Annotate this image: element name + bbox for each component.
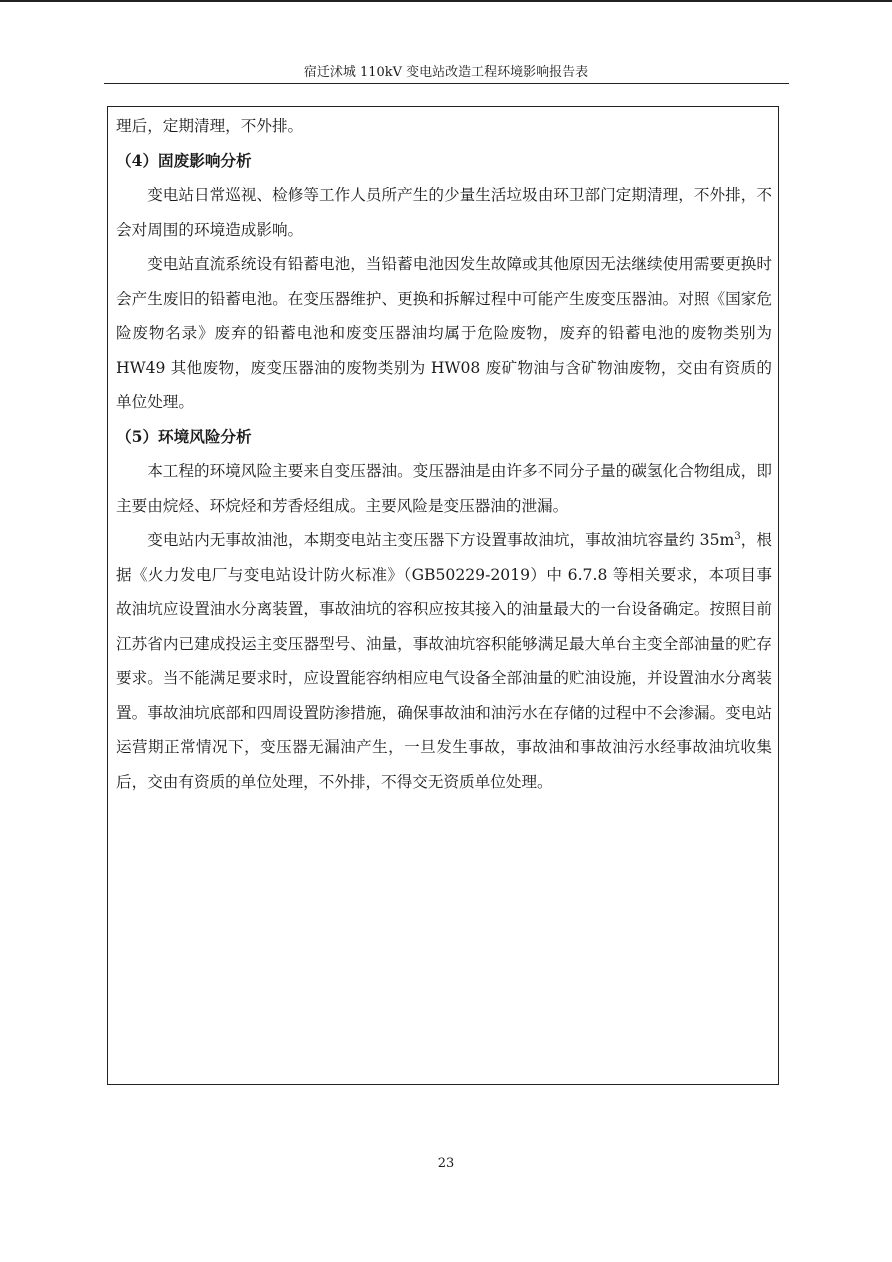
paragraph-continuation: 理后，定期清理，不外排。 xyxy=(116,117,304,135)
header-rule xyxy=(104,83,789,84)
cubic-superscript: 3 xyxy=(734,530,741,542)
paragraph-oil-pit xyxy=(116,523,772,799)
paragraph-risk-source: 本工程的环境风险主要来自变压器油。变压器油是由许多不同分子量的碳氢化合物组成，即主要由烷烃、环烷烃和芳香烃组成。主要风险是变压器油的泄漏。 xyxy=(116,462,772,515)
top-border-line xyxy=(0,0,892,2)
oil-pit-text-part1: 变电站内无事故油池，本期变电站主变压器下方设置事故油坑，事故油坑容量约 35m xyxy=(147,531,735,549)
paragraph-domestic-waste: 变电站日常巡视、检修等工作人员所产生的少量生活垃圾由环卫部门定期清理，不外排，不会对周围的环境造成影响。 xyxy=(116,186,772,239)
paragraph-hazardous-waste: 变电站直流系统设有铅蓄电池，当铅蓄电池因发生故障或其他原因无法继续使用需要更换时会产生废旧的铅蓄电池。在变压器维护、更换和拆解过程中可能产生废变压器油。对照《国家危险废物名录》废弃的铅蓄电池和废变压器油均属于危险废物，废弃的铅蓄电池的废物类别为 HW49 其他废物，废变压器油的废物类别为 HW08 废矿物油与含矿物油废物，交由有资质的单位处理。 xyxy=(116,255,772,411)
main-content xyxy=(116,109,772,799)
section-heading-solid-waste: （4）固废影响分析 xyxy=(116,150,252,170)
page-header-title: 宿迁沭城 110kV 变电站改造工程环境影响报告表 xyxy=(303,65,589,80)
page-number: 23 xyxy=(437,1156,455,1171)
oil-pit-text-part2: ，根据《火力发电厂与变电站设计防火标准》（GB50229-2019）中 6.7.8 等相关要求，本项目事故油坑应设置油水分离装置，事故油坑的容积应按其接入的油量最大的一台设备确定。按照目前江苏省内已建成投运主变压器型号、油量，事故油坑容积能够满足最大单台主变全部油量的贮存要求。当不能满足要求时，应设置能容纳相应电气设备全部油量的贮油设施，并设置油水分离装置。事故油坑底部和四周设置防渗措施，确保事故油和油污水在存储的过程中不会渗漏。变电站运营期正常情况下，变压器无漏油产生，一旦发生事故，事故油和事故油污水经事故油坑收集后，交由有资质的单位处理，不外排，不得交无资质单位处理。 xyxy=(116,531,772,791)
section-heading-environmental-risk: （5）环境风险分析 xyxy=(116,426,252,446)
